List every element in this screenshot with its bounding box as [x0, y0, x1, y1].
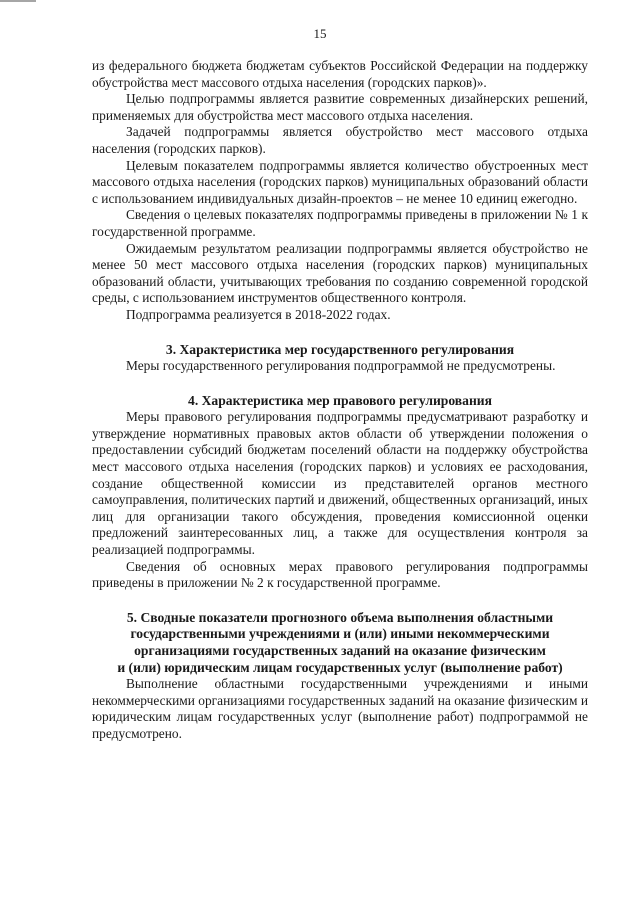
paragraph-expected-result: Ожидаемым результатом реализации подпрограммы является обустройство не менее 50 мест массового отдыха населения (городских парков) муниципальных образований области, учитывающих требования по созданию современной городской среды, с использованием инструментов общественного контроля.	[92, 240, 588, 306]
spacer	[92, 375, 588, 393]
paragraph-indicators-reference: Сведения о целевых показателях подпрограммы приведены в приложении № 1 к государственной программе.	[92, 207, 588, 239]
page-number: 15	[313, 26, 327, 41]
page-content	[92, 58, 588, 743]
section-5-heading-line: 5. Сводные показатели прогнозного объема выполнения областными	[126, 609, 554, 625]
section-5-heading-line: организациями государственных заданий на оказание физическим	[134, 643, 546, 658]
section-3-heading: 3. Характеристика мер государственного регулирования	[165, 341, 515, 357]
paragraph-goal: Целью подпрограммы является развитие современных дизайнерских решений, применяемых для обустройства мест массового отдыха населения.	[92, 91, 588, 123]
section-4-heading: 4. Характеристика мер правового регулирования	[188, 392, 492, 408]
section-5-heading-line: и (или) юридическим лицам государственных услуг (выполнение работ)	[117, 659, 563, 675]
section-5-text: Выполнение областными государственными учреждениями и иными некоммерческими организациями государственных заданий на оказание физическим и юридическим лицам государственных услуг (выполнение работ) подпрограммой не предусмотрено.	[92, 676, 588, 741]
section-5-heading	[92, 610, 588, 676]
paragraph-target-indicator: Целевым показателем подпрограммы является количество обустроенных мест массового отдыха населения (городских парков) муниципальных образований области с использованием индивидуальных дизайн-проектов – не менее 10 единиц ежегодно.	[92, 157, 588, 206]
section-5-heading-line: государственными учреждениями и (или) иными некоммерческими	[130, 626, 550, 642]
spacer	[92, 592, 588, 610]
section-3-text: Меры государственного регулирования подпрограммой не предусмотрены.	[126, 358, 556, 374]
section-4-paragraph: Меры правового регулирования подпрограммы предусматривают разработку и утверждение нормативных правовых актов области об утверждении положения о предоставлении субсидий бюджетам поселений области на поддержку обустройства мест массового отдыха населения (городских парков) и условиях ее расходования, создание общественной комиссии из представителей органов местного самоуправления, политических партий и движений, общественных организаций, иных лиц для организации такого обсуждения, проведения комиссионной оценки предложений заинтересованных лиц, а также для осуществления контроля за реализацией подпрограммы.	[92, 409, 588, 558]
spacer	[92, 324, 588, 342]
paragraph-period: Подпрограмма реализуется в 2018-2022 годах.	[126, 306, 391, 322]
scan-artifact	[0, 0, 36, 2]
paragraph-task: Задачей подпрограммы является обустройство мест массового отдыха населения (городских парков).	[92, 124, 588, 156]
paragraph-continuation: из федерального бюджета бюджетам субъектов Российской Федерации на поддержку обустройства мест массового отдыха населения (городских парков)».	[92, 58, 588, 90]
section-4-paragraph: Сведения об основных мерах правового регулирования подпрограммы приведены в приложении № 2 к государственной программе.	[92, 558, 588, 591]
